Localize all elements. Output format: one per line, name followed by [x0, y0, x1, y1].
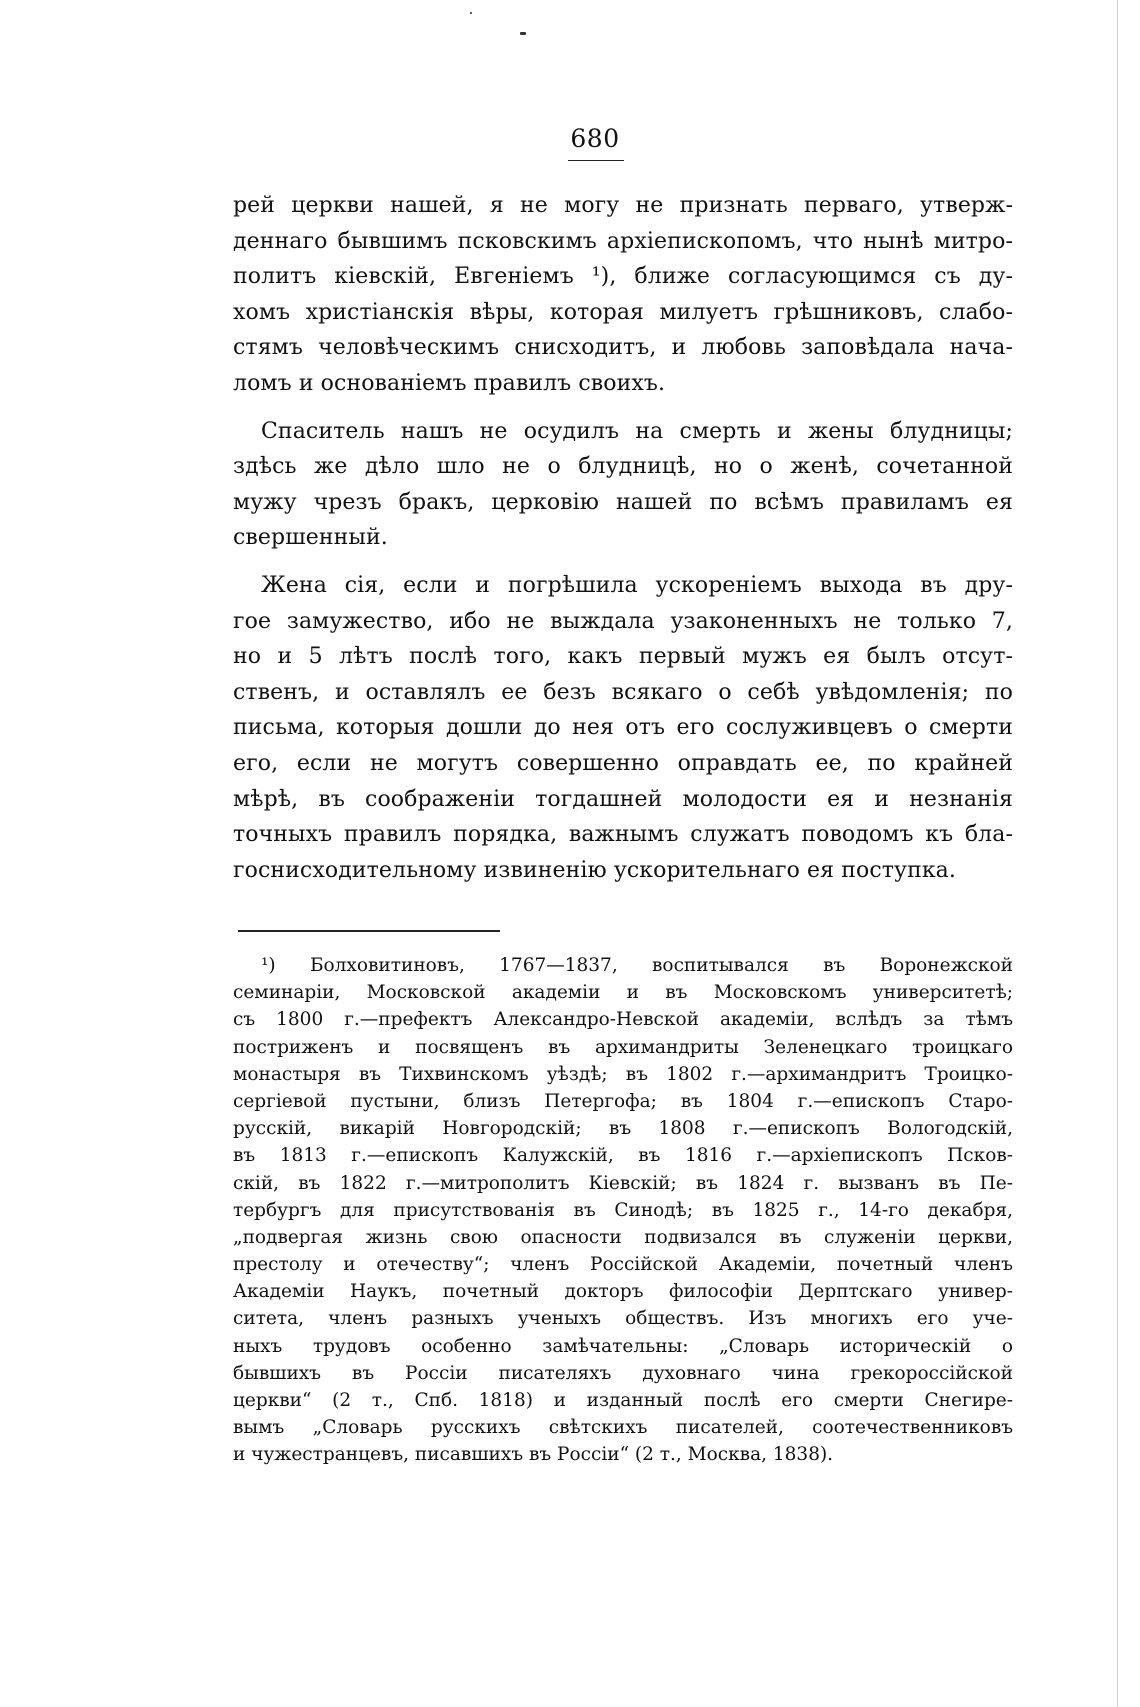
- text-line: гое замужество, ибо не выждала узаконенныхъ не только 7,: [233, 608, 1013, 634]
- footnote-line: ситета, членъ разныхъ ученыхъ обществъ. Изъ многихъ его уче-: [233, 1308, 1013, 1330]
- main-text: [233, 188, 1013, 888]
- text-line: точныхъ правилъ порядка, важнымъ служатъ поводомъ къ бла-: [233, 822, 1013, 848]
- text-line: деннаго бывшимъ псковскимъ архіепископомъ, что нынѣ митро-: [233, 228, 1013, 254]
- footnote-line: „подвергая жизнь свою опасности подвизался въ служеніи церкви,: [233, 1226, 1013, 1248]
- text-line: политъ кіевскій, Евгеніемъ ¹), ближе согласующимся съ ду-: [233, 264, 1013, 290]
- text-line: но и 5 лѣтъ послѣ того, какъ первый мужъ ея былъ отсут-: [233, 644, 1013, 670]
- footnote-separator: [238, 930, 500, 932]
- footnote-line: бывшихъ въ Россіи писателяхъ духовнаго чина грекороссійской: [233, 1362, 1013, 1384]
- text-line: хомъ христіанскія вѣры, которая милуетъ грѣшниковъ, слабо-: [233, 299, 1013, 325]
- footnote-line: и чужестранцевъ, писавшихъ въ Россіи“ (2 т., Москва, 1838).: [233, 1444, 834, 1466]
- text-line: мѣрѣ, въ соображеніи тогдашней молодости ея и незнанія: [233, 786, 1013, 812]
- footnote-line: съ 1800 г.—префектъ Александро-Невской академіи, вслѣдъ за тѣмъ: [233, 1009, 1013, 1031]
- footnote-line: тербургъ для присутствованія въ Синодѣ; въ 1825 г., 14-го декабря,: [233, 1199, 1013, 1221]
- footnote-line: вымъ „Словарь русскихъ свѣтскихъ писателей, соотечественниковъ: [233, 1417, 1013, 1439]
- page-number: 680: [570, 124, 620, 153]
- footnote-line: семинаріи, Московской академіи и въ Московскомъ университетѣ;: [233, 982, 1013, 1004]
- footnote-line: ¹) Болховитиновъ, 1767—1837, воспитывался въ Воронежской: [261, 955, 1013, 976]
- text-line: Спаситель нашъ не осудилъ на смерть и жены блудницы;: [261, 418, 1013, 444]
- ink-speck: [520, 32, 526, 35]
- text-line: Жена сія, если и погрѣшила ускореніемъ выхода въ дру-: [261, 572, 1013, 598]
- text-line: госнисходительному извиненію ускорительнаго ея поступка.: [233, 857, 956, 883]
- text-line: здѣсь же дѣло шло не о блудницѣ, но о женѣ, сочетанной: [233, 454, 1013, 480]
- paragraph: [233, 414, 1013, 556]
- footnote-line: монастыря въ Тихвинскомъ уѣздѣ; въ 1802 г.—архимандритъ Троицко-: [233, 1063, 1013, 1085]
- text-line: письма, которыя дошли до нея отъ его сослуживцевъ о смерти: [233, 715, 1013, 741]
- text-line: свершенный.: [233, 525, 388, 551]
- text-line: ственъ, и оставлялъ ее безъ всякаго о себѣ увѣдомленія; по: [233, 679, 1013, 705]
- footnote-line: въ 1813 г.—епископъ Калужскій, въ 1816 г.—архіепископъ Псков-: [233, 1145, 1013, 1167]
- footnote-line: сергіевой пустыни, близъ Петергофа; въ 1804 г.—епископъ Старо-: [233, 1090, 1013, 1112]
- text-line: его, если не могутъ совершенно оправдать ее, по крайней: [233, 750, 1013, 776]
- scan-edge-line: [1117, 0, 1118, 1707]
- footnote-line: постриженъ и посвященъ въ архимандриты Зеленецкаго троицкаго: [233, 1036, 1013, 1058]
- footnote-line: престолу и отечеству“; членъ Россійской Академіи, почетный членъ: [233, 1254, 1013, 1276]
- footnote-line: Академіи Наукъ, почетный докторъ философіи Дерптскаго универ-: [233, 1281, 1013, 1303]
- footnote-line: русскій, викарій Новгородскій; въ 1808 г.—епископъ Вологодскій,: [233, 1118, 1013, 1140]
- paragraph: [233, 188, 1013, 402]
- text-line: ломъ и основаніемъ правилъ своихъ.: [233, 370, 666, 396]
- ink-speck: [470, 12, 472, 14]
- text-line: рей церкви нашей, я не могу не признать перваго, утверж-: [233, 193, 1013, 218]
- footnote-line: скій, въ 1822 г.—митрополитъ Кіевскій; въ 1824 г. вызванъ въ Пе-: [233, 1172, 1013, 1194]
- page-number-underline: [568, 160, 624, 161]
- text-line: стямъ человѣческимъ снисходитъ, и любовь заповѣдала нача-: [233, 335, 1013, 361]
- footnote-line: церкви“ (2 т., Спб. 1818) и изданный послѣ его смерти Снегире-: [233, 1390, 1013, 1411]
- footnote: [233, 952, 1013, 1469]
- footnote-line: ныхъ трудовъ особенно замѣчательны: „Словарь историческій о: [233, 1335, 1013, 1357]
- text-line: мужу чрезъ бракъ, церковію нашей по всѣмъ правиламъ ея: [233, 489, 1013, 515]
- paragraph: [233, 568, 1013, 888]
